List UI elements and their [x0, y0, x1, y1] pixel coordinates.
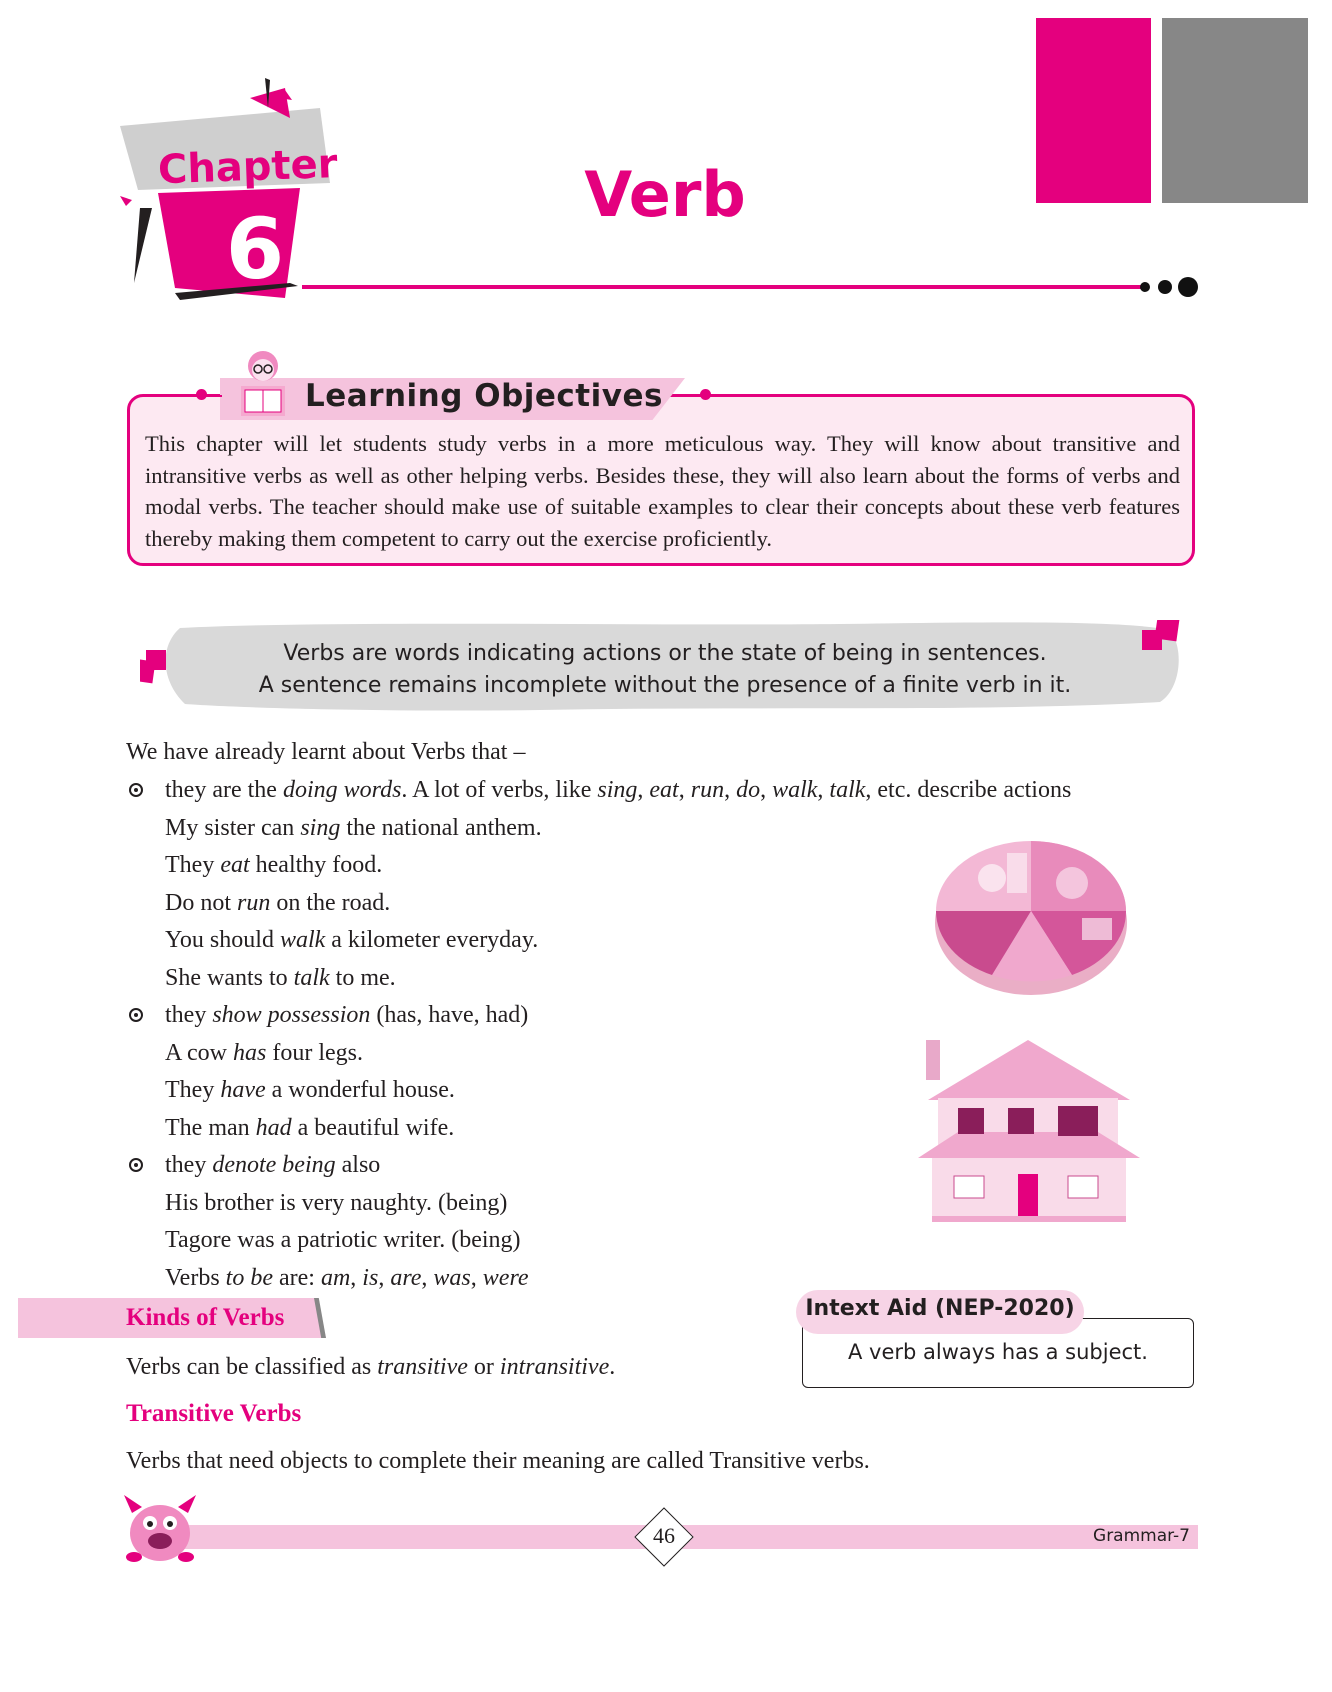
rule-dot: [1178, 277, 1198, 297]
title-rule: [302, 285, 1142, 289]
example-sentence: They eat healthy food.: [165, 852, 383, 878]
bullet-1-text: they are the doing words. A lot of verbs, like sing, eat, run, do, walk, talk, etc. describe actions: [165, 777, 1072, 803]
intext-aid-title: Intext Aid (NEP-2020): [805, 1296, 1075, 1321]
example-sentence: The man had a beautiful wife.: [165, 1115, 455, 1141]
definition-text: [240, 638, 1090, 702]
example-sentence: My sister can sing the national anthem.: [165, 815, 542, 841]
bullet-2-text: they show possession (has, have, had): [165, 1002, 529, 1028]
lo-dot: [700, 389, 711, 400]
learning-objectives-text: This chapter will let students study verbs in a more meticulous way. They will know about transitive and intransitive verbs as well as other helping verbs. Besides these, they will also learn about the forms of verbs and modal verbs. The teacher should make use of suitable examples to clear their concepts about these verb features thereby making them competent to carry out the exercise proficiently.: [145, 431, 1180, 551]
intext-aid-text: A verb always has a subject.: [848, 1340, 1148, 1364]
kinds-of-verbs-heading: Kinds of Verbs: [126, 1304, 285, 1331]
reading-girl-icon: [233, 348, 293, 420]
monster-mascot-icon: [120, 1493, 200, 1565]
page-title: Verb: [584, 158, 746, 231]
to-be-verbs: Verbs to be are: am, is, are, was, were: [165, 1265, 529, 1291]
chapter-label: Chapter: [157, 141, 339, 194]
example-sentence: They have a wonderful house.: [165, 1077, 455, 1103]
bullet-3-text: they denote being also: [165, 1152, 381, 1178]
header-gray-block: [1162, 18, 1308, 203]
example-sentence: His brother is very naughty. (being): [165, 1190, 508, 1216]
example-sentence: She wants to talk to me.: [165, 965, 396, 991]
header-pink-block: [1036, 18, 1151, 203]
transitive-verbs-text: Verbs that need objects to complete their meaning are called Transitive verbs.: [126, 1448, 870, 1474]
example-sentence: Do not run on the road.: [165, 890, 391, 916]
intro-text: We have already learnt about Verbs that –: [126, 739, 526, 765]
transitive-verbs-heading: Transitive Verbs: [126, 1400, 302, 1427]
definition-line-1: Verbs are words indicating actions or the state of being in sentences.: [283, 641, 1047, 666]
bullet-icon: [129, 783, 143, 797]
rule-dot: [1140, 282, 1150, 292]
page-number: 46: [653, 1523, 675, 1548]
rule-dot: [1158, 280, 1172, 294]
example-sentence: You should walk a kilometer everyday.: [165, 927, 539, 953]
house-image: [918, 1040, 1140, 1225]
chapter-number: 6: [225, 200, 285, 298]
example-sentence: Tagore was a patriotic writer. (being): [165, 1227, 521, 1253]
bullet-icon: [129, 1158, 143, 1172]
food-pyramid-image: [932, 823, 1130, 998]
example-sentence: A cow has four legs.: [165, 1040, 363, 1066]
kinds-of-verbs-text: Verbs can be classified as transitive or intransitive.: [126, 1354, 616, 1380]
lo-dot: [196, 389, 207, 400]
book-label: Grammar-7: [1093, 1526, 1190, 1546]
bullet-icon: [129, 1008, 143, 1022]
definition-line-2: A sentence remains incomplete without the presence of a finite verb in it.: [258, 673, 1072, 698]
learning-objectives-title: Learning Objectives: [305, 378, 663, 414]
